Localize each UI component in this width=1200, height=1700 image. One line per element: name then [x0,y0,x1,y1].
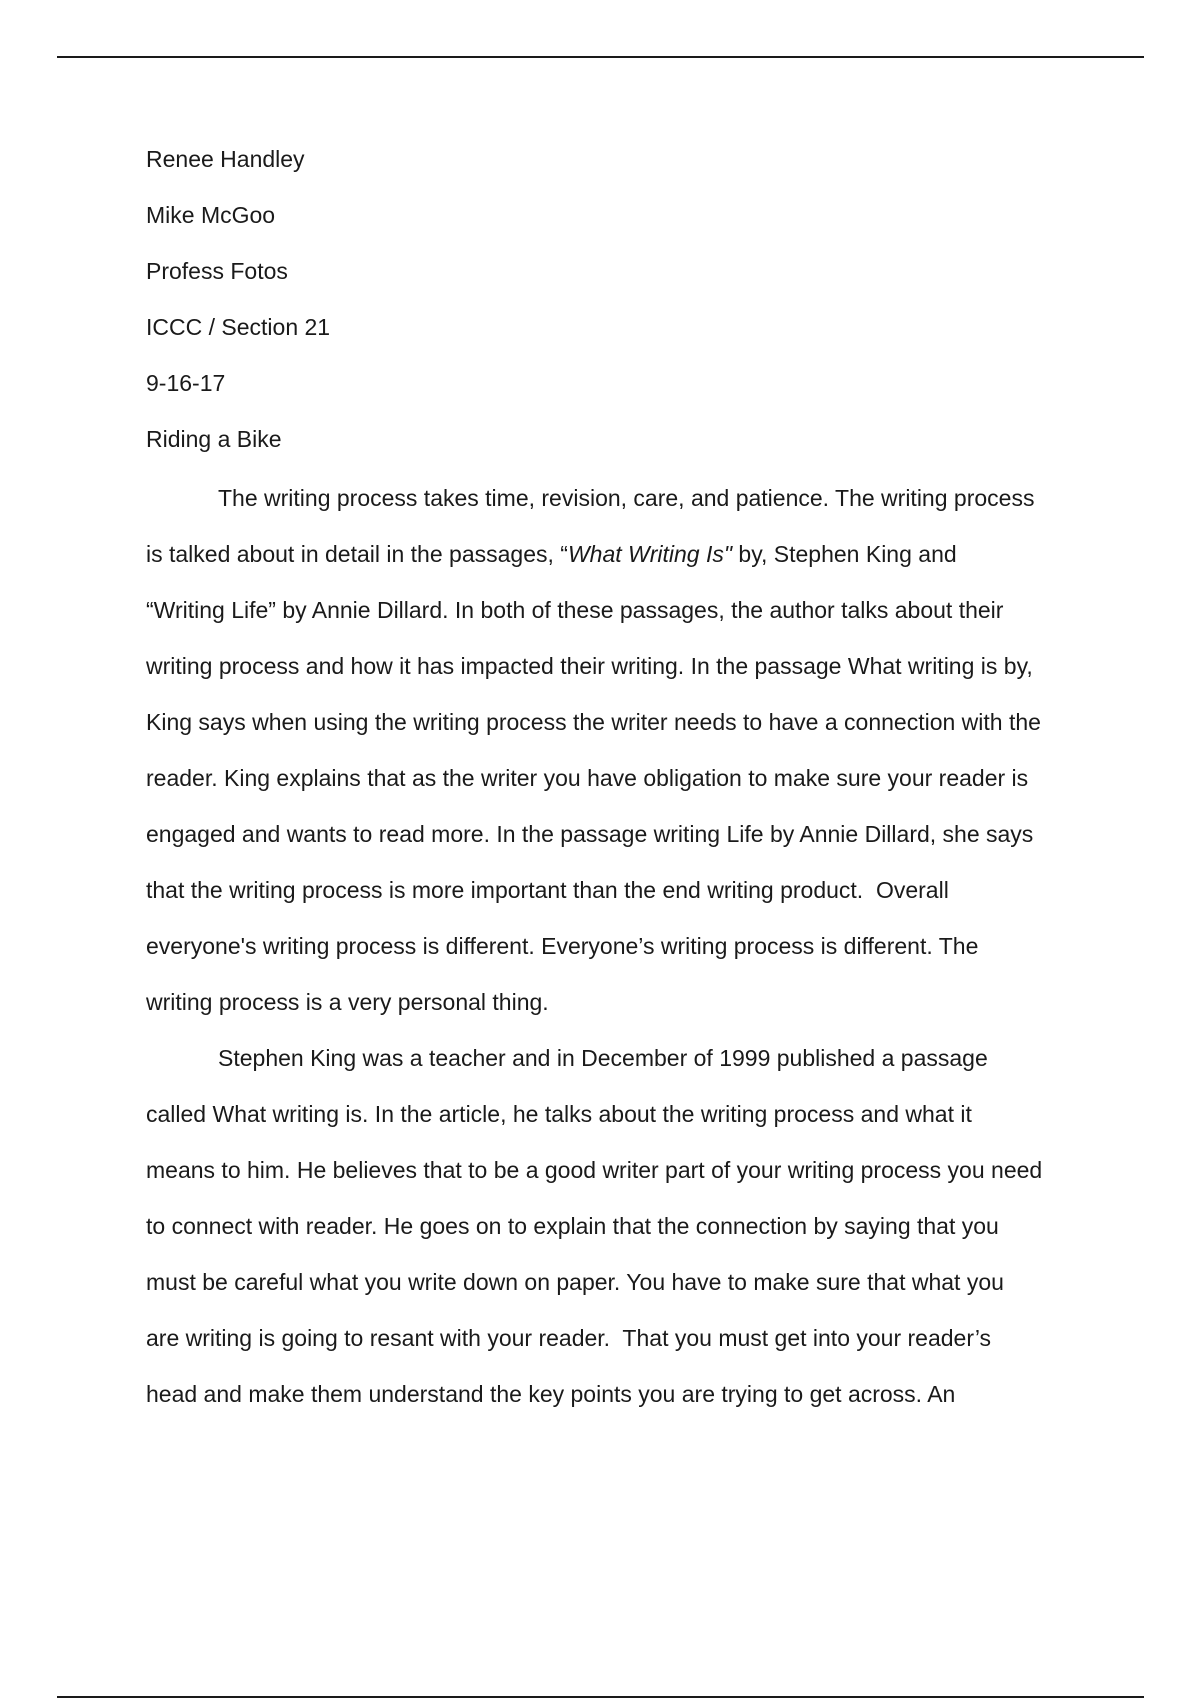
student-name: Renee Handley [146,146,305,172]
paragraph-1-line: “Writing Life” by Annie Dillard. In both of these passages, the author talks about their [146,597,1004,623]
paragraph-2-line: means to him. He believes that to be a good writer part of your writing process you need [146,1157,1043,1183]
paragraph-1-line: The writing process takes time, revision, care, and patience. The writing process [218,485,1035,511]
partner-name: Mike McGoo [146,202,276,228]
essay-body [146,144,1090,1422]
paragraph-2-line: head and make them understand the key points you are trying to get across. An [146,1381,956,1407]
paragraph-2-line: to connect with reader. He goes on to explain that the connection by saying that you [146,1213,999,1239]
paragraph-1-line: King says when using the writing process the writer needs to have a connection with the [146,709,1041,735]
page-bottom-rule [57,1696,1144,1698]
paragraph-1-line: writing process is a very personal thing. [146,989,549,1015]
paragraph-1-line-text: is talked about in detail in the passages, “ [146,541,568,567]
paragraph-2-line: are writing is going to resant with your reader. That you must get into your reader’s [146,1325,992,1351]
essay-date: 9-16-17 [146,370,226,396]
paragraph-1 [146,470,1090,1030]
paragraph-1-line: everyone's writing process is different. Everyone’s writing process is different. The [146,933,979,959]
italic-title: What Writing Is" [567,541,733,567]
instructor-name: Profess Fotos [146,258,288,284]
course-section: ICCC / Section 21 [146,314,331,340]
paragraph-2-line: Stephen King was a teacher and in December of 1999 published a passage [218,1045,988,1071]
paragraph-1-line: writing process and how it has impacted their writing. In the passage What writing is by, [146,653,1033,679]
paragraph-2 [146,1030,1090,1422]
paragraph-1-line: reader. King explains that as the writer you have obligation to make sure your reader is [146,765,1029,791]
paragraph-2-line: must be careful what you write down on paper. You have to make sure that what you [146,1269,1004,1295]
page-top-rule [57,56,1144,58]
paragraph-1-line: engaged and wants to read more. In the passage writing Life by Annie Dillard, she says [146,821,1034,847]
essay-title: Riding a Bike [146,426,282,452]
paragraph-1-line [146,526,1090,582]
paragraph-1-line: that the writing process is more important than the end writing product. Overall [146,877,949,903]
paragraph-1-line-tail: by, Stephen King and [732,541,957,567]
paragraph-2-line: called What writing is. In the article, he talks about the writing process and what it [146,1101,972,1127]
